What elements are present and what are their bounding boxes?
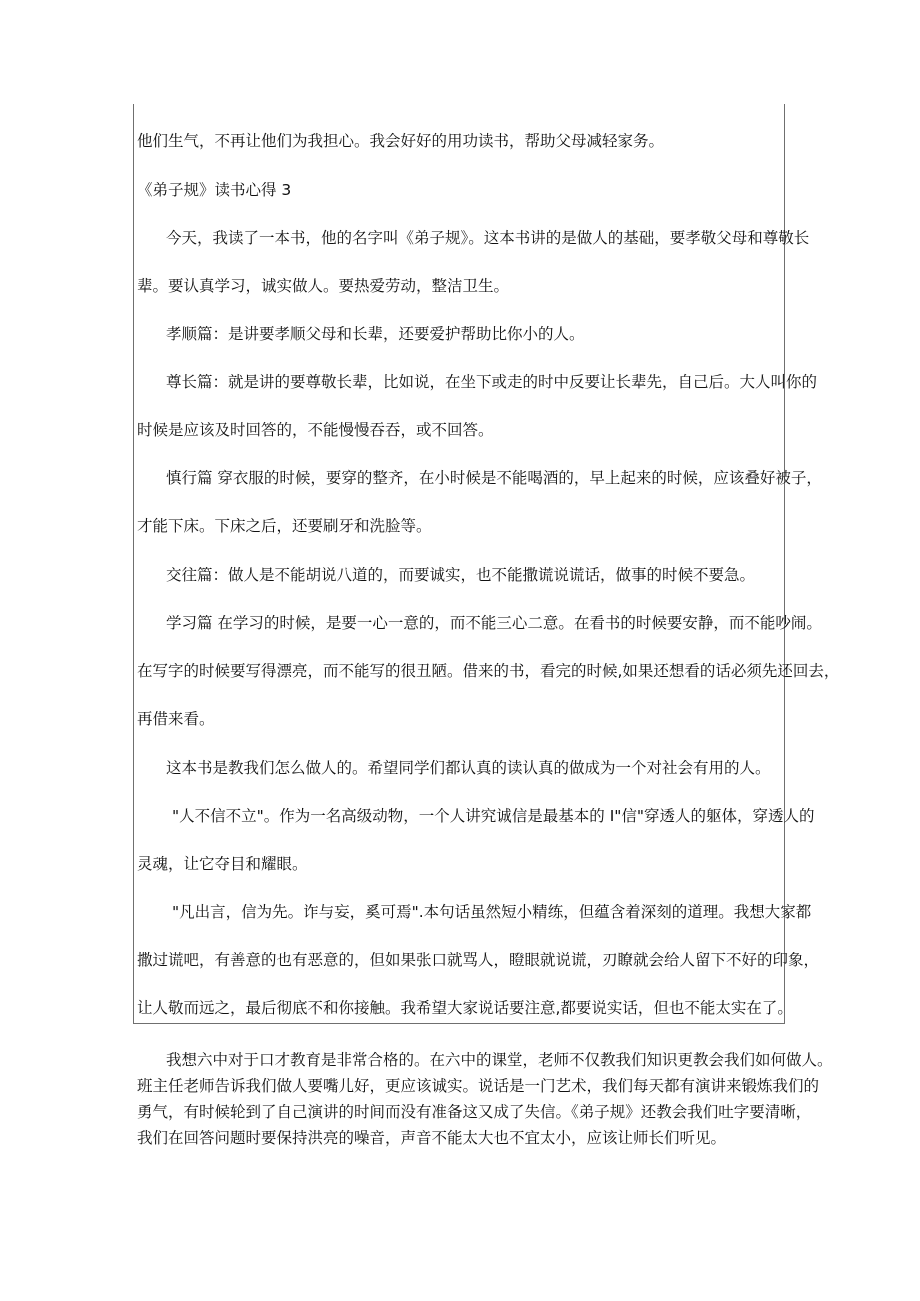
text-line: 孝顺篇：是讲要孝顺父母和长辈，还要爱护帮助比你小的人。: [166, 325, 585, 343]
text-line: 他们生气，不再让他们为我担心。我会好好的用功读书，帮助父母减轻家务。: [137, 132, 665, 150]
text-line: 这本书是教我们怎么做人的。希望同学们都认真的读认真的做成为一个对社会有用的人。: [166, 759, 771, 777]
text-line: 撒过谎吧，有善意的也有恶意的，但如果张口就骂人，瞪眼就说谎，刃瞭就会给人留下不好的印象，: [137, 951, 820, 969]
text-line: 班主任老师告诉我们做人要嘴儿好，更应该诚实。说话是一门艺术，我们每天都有演讲来锻炼我们的: [137, 1077, 820, 1095]
text-line: "凡出言，信为先。诈与妄，奚可焉".本句话虽然短小精练，但蕴含着深刻的道理。我想大家都: [172, 903, 812, 921]
text-line: 今天，我读了一本书，他的名字叫《弟子规》。这本书讲的是做人的基础，要孝敬父母和尊敬长: [166, 229, 810, 247]
text-line: "人不信不立"。作为一名高级动物，一个人讲究诚信是最基本的 I"信"穿透人的躯体，穿透人的: [172, 807, 815, 825]
text-line: 再借来看。: [137, 710, 215, 728]
section-heading: 《弟子规》读书心得 3: [137, 181, 292, 199]
text-line: 在写字的时候要写得漂亮，而不能写的很丑陋。借来的书，看完的时候,如果还想看的话必须先还回去，: [137, 662, 840, 680]
closing-paragraph: [137, 1047, 833, 1151]
text-line: 灵魂，让它夺目和耀眼。: [137, 855, 308, 873]
text-line: 我们在回答问题时要保持洪亮的噪音，声音不能太大也不宜太小，应该让师长们听见。: [137, 1129, 727, 1147]
text-line: 慎行篇 穿衣服的时候，要穿的整齐，在小时候是不能喝酒的，早上起来的时候，应该叠好被子，: [166, 469, 822, 487]
text-line: 学习篇 在学习的时候，是要一心一意的，而不能三心二意。在看书的时候要安静，而不能吵闹。: [166, 614, 822, 632]
text-line: 交往篇：做人是不能胡说八道的，而要诚实，也不能撒谎说谎话，做事的时候不要急。: [166, 566, 756, 584]
text-line: 勇气，有时候轮到了自己演讲的时间而没有准备这又成了失信。《弟子规》还教会我们吐字要清晰，: [137, 1103, 812, 1121]
text-line: 让人敬而远之，最后彻底不和你接触。我希望大家说话要注意,都要说实话，但也不能太实在了。: [137, 999, 793, 1017]
text-line: 辈。要认真学习，诚实做人。要热爱劳动，整洁卫生。: [137, 277, 510, 295]
text-line: 时候是应该及时回答的，不能慢慢吞吞，或不回答。: [137, 421, 494, 439]
text-line: 才能下床。下床之后，还要刷牙和洗脸等。: [137, 517, 432, 535]
text-line: 尊长篇：就是讲的要尊敬长辈，比如说，在坐下或走的时中反要让长辈先，自己后。大人叫你的: [166, 373, 818, 391]
text-line: 我想六中对于口才教育是非常合格的。在六中的课堂，老师不仅教我们知识更教会我们如何做人。: [166, 1051, 833, 1069]
